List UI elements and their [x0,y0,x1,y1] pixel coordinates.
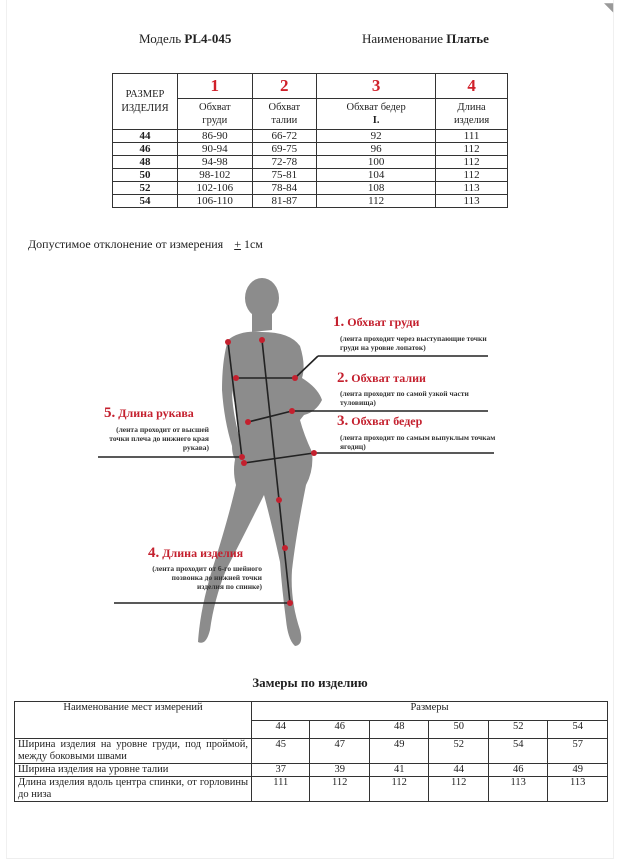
model-heading [139,31,231,47]
measurement-value: 46 [488,764,548,777]
tolerance-value: 1см [243,237,263,251]
measurement-diagram [0,270,620,660]
value-cell: 75-81 [252,169,316,182]
column-number: 1 [178,74,253,99]
label-sleeve-title: 5. Длина рукава [104,405,194,421]
value-cell: 98-102 [178,169,253,182]
value-cell: 111 [436,130,508,143]
value-cell: 112 [436,143,508,156]
places-header: Наименование мест измерений [15,702,252,739]
size-row [113,182,508,195]
measurement-value: 111 [252,777,310,802]
value-cell: 106-110 [178,195,253,208]
measurement-value: 47 [310,739,370,764]
label-bust-desc: (лента проходит через выступающие точки груди на уровне лопаток) [340,334,487,352]
label-hips-title: 3. Обхват бедер [337,413,423,429]
garment-measurements-table [14,701,608,802]
measurement-value: 112 [310,777,370,802]
value-cell: 104 [317,169,436,182]
label-waist-title: 2. Обхват талии [337,370,426,386]
column-number: 3 [317,74,436,99]
measurement-value: 112 [429,777,489,802]
size-row [113,130,508,143]
value-cell: 100 [317,156,436,169]
size-row [113,195,508,208]
value-cell: 108 [317,182,436,195]
tolerance-note [28,237,263,252]
tolerance-text: Допустимое отклонение от измерения [28,237,224,251]
size-row [113,143,508,156]
value-cell: 78-84 [252,182,316,195]
product-name-heading [362,31,489,47]
label-length-title: 4. Длина изделия [148,545,244,561]
measurement-row [15,764,608,777]
label-sleeve-desc: (лента проходит от высшей точки плеча до нижнего края рукава) [109,425,209,452]
silhouette-svg [0,270,620,660]
size-cell: 44 [113,130,178,143]
column-header-hips: Обхват бедер I. [317,99,436,130]
column-number: 4 [436,74,508,99]
measurement-value: 49 [548,764,608,777]
size-column-header: 50 [429,721,489,739]
column-header-length: Длина изделия [436,99,508,130]
label-length-desc: (лента проходит от 6-го шейного позвонка до нижней точки изделия по спинке) [152,564,262,591]
size-column-header: 44 [252,721,310,739]
measurement-value: 52 [429,739,489,764]
model-label: Модель [139,31,182,46]
size-column-header: 46 [310,721,370,739]
value-cell: 86-90 [178,130,253,143]
measurement-value: 113 [488,777,548,802]
value-cell: 113 [436,195,508,208]
label-bust-title: 1. Обхват груди [333,314,420,330]
size-cell: 52 [113,182,178,195]
measurement-name: Ширина изделия на уровне груди, под проймой, между боковыми швами [15,739,252,764]
measurements-title: Замеры по изделию [252,675,368,690]
size-column-header: 52 [488,721,548,739]
measurement-value: 57 [548,739,608,764]
size-column-header: 48 [369,721,429,739]
name-label: Наименование [362,31,443,46]
measurement-value: 37 [252,764,310,777]
label-waist-desc: (лента проходит по самой узкой части туловища) [340,389,469,407]
value-cell: 81-87 [252,195,316,208]
value-cell: 66-72 [252,130,316,143]
measurement-value: 113 [548,777,608,802]
model-value: PL4-045 [184,31,232,46]
size-cell: 46 [113,143,178,156]
value-cell: 92 [317,130,436,143]
measurement-value: 44 [429,764,489,777]
value-cell: 90-94 [178,143,253,156]
size-header: РАЗМЕР ИЗДЕЛИЯ [113,74,178,130]
size-cell: 54 [113,195,178,208]
column-header-bust: Обхват груди [178,99,253,130]
label-hips-desc: (лента проходит по самым выпуклым точкам ягодиц) [340,433,496,451]
page-curl-icon: ◥ [604,0,614,14]
size-column-header: 54 [548,721,608,739]
value-cell: 102-106 [178,182,253,195]
value-cell: 72-78 [252,156,316,169]
measurement-value: 112 [369,777,429,802]
value-cell: 69-75 [252,143,316,156]
value-cell: 112 [317,195,436,208]
measurement-value: 39 [310,764,370,777]
value-cell: 112 [436,156,508,169]
value-cell: 112 [436,169,508,182]
sizes-header: Размеры [252,702,608,721]
value-cell: 94-98 [178,156,253,169]
column-header-waist: Обхват талии [252,99,316,130]
size-row [113,156,508,169]
size-chart-table [112,73,508,208]
column-number: 2 [252,74,316,99]
measurement-name: Ширина изделия на уровне талии [15,764,252,777]
measurement-name: Длина изделия вдоль центра спинки, от горловины до низа [15,777,252,802]
measurement-row [15,777,608,802]
size-cell: 48 [113,156,178,169]
value-cell: 113 [436,182,508,195]
measurement-value: 45 [252,739,310,764]
size-row [113,169,508,182]
name-value: Платье [446,31,489,46]
size-cell: 50 [113,169,178,182]
measurement-value: 49 [369,739,429,764]
plus-minus-sign: + [234,237,241,251]
value-cell: 96 [317,143,436,156]
measurement-row [15,739,608,764]
measurement-value: 41 [369,764,429,777]
measurement-value: 54 [488,739,548,764]
